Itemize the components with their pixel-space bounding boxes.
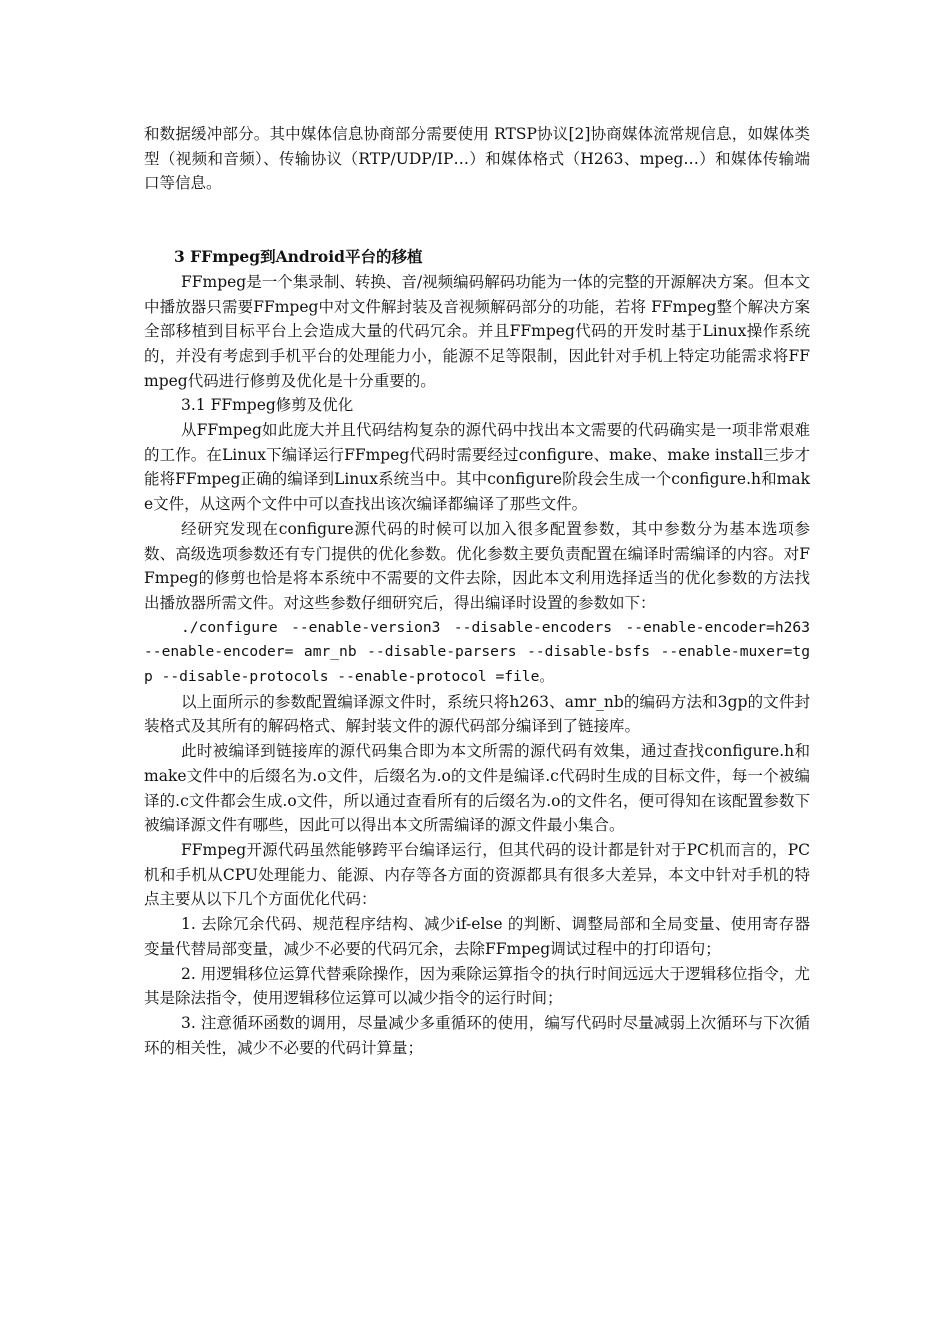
list-item: 1. 去除冗余代码、规范程序结构、减少if-else 的判断、调整局部和全局变量、使用寄存器变量代替局部变量，减少不必要的代码冗余，去除FFmpeg调试过程中的打印语句； — [144, 915, 810, 958]
paragraph-trimming: 从FFmpeg如此庞大并且代码结构复杂的源代码中找出本文需要的代码确实是一项非常艰难的工作。在Linux下编译运行FFmpeg代码时需要经过configure、make、make install三步才能将FFmpeg正确的编译到Linux系统当中。其中configure阶段会生成一个configure.h和make文件，从这两个文件中可以查找出该次编译都编译了那些文件。 — [144, 421, 810, 514]
configure-command: ./configure --enable-version3 --disable-encoders --enable-encoder=h263 --enable-encoder= amr_nb --disable-parsers --disable-bsfs --enable-muxer=tgp --disable-protocols --enable-protocol =file。 — [144, 618, 810, 686]
section-gap — [144, 196, 810, 245]
paragraph-media-negotiation: 和数据缓冲部分。其中媒体信息协商部分需要使用 RTSP协议[2]协商媒体流常规信息，如媒体类型（视频和音频）、传输协议（RTP/UDP/IP…）和媒体格式（H263、mpeg…）和媒体传输端口等信息。 — [144, 125, 810, 193]
list-item: 3. 注意循环函数的调用，尽量减少多重循环的使用，编写代码时尽量减弱上次循环与下次循环的相关性，减少不必要的代码计算量； — [144, 1013, 810, 1057]
paragraph-configure-params: 经研究发现在configure源代码的时候可以加入很多配置参数，其中参数分为基本选项参数、高级选项参数还有专门提供的优化参数。优化参数主要负责配置在编译时需编译的内容。对FFmpeg的修剪也恰是将本系统中不需要的文件去除，因此本文利用选择适当的优化参数的方法找出播放器所需文件。对这些参数仔细研究后，得出编译时设置的参数如下： — [144, 519, 810, 612]
paragraph-intro: FFmpeg是一个集录制、转换、音/视频编码解码功能为一体的完整的开源解决方案。但本文中播放器只需要FFmpeg中对文件解封装及音视频解码部分的功能，若将 FFmpeg整个解决方案全部移植到目标平台上会造成大量的代码冗余。并且FFmpeg代码的开发时基于Linux操作系统的，并没有考虑到手机平台的处理能力小，能源不足等限制，因此针对手机上特定功能需求将FFmpeg代码进行修剪及优化是十分重要的。 — [144, 272, 810, 390]
paragraph-optimization: FFmpeg开源代码虽然能够跨平台编译运行，但其代码的设计都是针对于PC机而言的，PC机和手机从CPU处理能力、能源、内存等各方面的资源都具有很多大差异，本文中针对手机的特点主要从以下几个方面优化代码： — [144, 840, 810, 909]
subsection-heading: 3.1 FFmpeg修剪及优化 — [181, 396, 354, 415]
list-item: 2. 用逻辑移位运算代替乘除操作，因为乘除运算指令的执行时间远远大于逻辑移位指令，尤其是除法指令，使用逻辑移位运算可以减少指令的运行时间； — [144, 964, 810, 1008]
paragraph-compiled-result: 以上面所示的参数配置编译源文件时，系统只将h263、amr_nb的编码方法和3gp的文件封装格式及其所有的解码格式、解封装文件的源代码部分编译到了链接库。 — [144, 692, 810, 736]
paragraph-source-set: 此时被编译到链接库的源代码集合即为本文所需的源代码有效集，通过查找configure.h和make文件中的后缀名为.o文件，后缀名为.o的文件是编译.c代码时生成的目标文件，每一个被编译的.c文件都会生成.o文件，所以通过查看所有的后缀名为.o的文件名，便可得知在该配置参数下被编译源文件有哪些，因此可以得出本文所需编译的源文件最小集合。 — [144, 742, 810, 835]
section-heading: 3 FFmpeg到Android平台的移植 — [174, 247, 423, 267]
document-page — [144, 122, 810, 1060]
